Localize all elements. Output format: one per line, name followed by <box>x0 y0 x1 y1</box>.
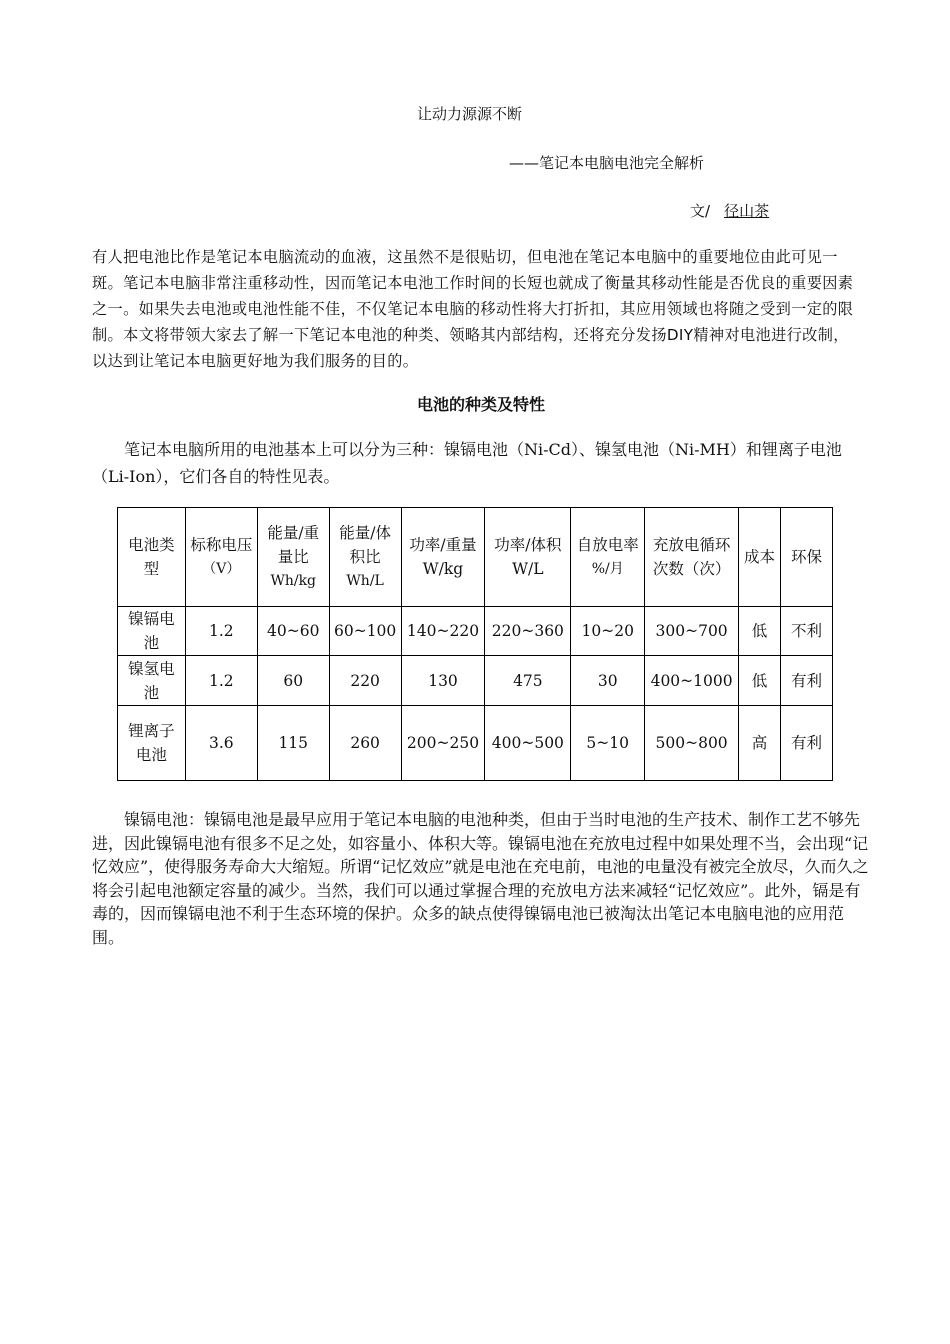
header-label: 充放电循环次数（次） <box>652 536 731 578</box>
table-cell: 1.2 <box>185 656 257 706</box>
table-cell: 200~250 <box>401 706 485 781</box>
header-label: 能量/体积比 <box>339 524 391 566</box>
table-header-row <box>118 508 833 607</box>
table-cell: 60~100 <box>329 607 401 656</box>
table-cell: 有利 <box>781 656 833 706</box>
intro-paragraph: 有人把电池比作是笔记本电脑流动的血液，这虽然不是很贴切，但电池在笔记本电脑中的重要地位由此可见一斑。笔记本电脑非常注重移动性，因而笔记本电池工作时间的长短也就成了衡量其移动性能是否优良的重要因素之一。如果失去电池或电池性能不佳，不仅笔记本电脑的移动性将大打折扣，其应用领域也将随之受到一定的限制。本文将带领大家去了解一下笔记本电池的种类、领略其内部结构，还将充分发扬DIY精神对电池进行改制，以达到让笔记本电脑更好地为我们服务的目的。 <box>92 248 854 370</box>
table-header-cell <box>485 508 571 607</box>
header-label: 自放电率 <box>576 536 639 554</box>
table-cell: 1.2 <box>185 607 257 656</box>
header-label: 能量/重量比 <box>267 524 320 566</box>
table-cell: 5~10 <box>571 706 645 781</box>
table-cell: 低 <box>739 656 781 706</box>
table-cell: 400~1000 <box>645 656 739 706</box>
table-header-cell <box>781 508 833 607</box>
byline-prefix: 文/ <box>690 202 711 220</box>
table-header-cell <box>329 508 401 607</box>
table-header-cell <box>118 508 186 607</box>
header-label: 成本 <box>744 548 776 566</box>
byline <box>690 200 769 221</box>
table-cell: 475 <box>485 656 571 706</box>
table-cell: 220 <box>329 656 401 706</box>
table-header-cell <box>185 508 257 607</box>
table-cell: 260 <box>329 706 401 781</box>
table-cell: 低 <box>739 607 781 656</box>
header-label: 环保 <box>790 548 822 566</box>
table-cell: 115 <box>257 706 329 781</box>
header-label: 功率/重量W/kg <box>409 536 477 578</box>
nicd-paragraph: 镍镉电池：镍镉电池是最早应用于笔记本电脑的电池种类，但由于当时电池的生产技术、制作工艺不够先进，因此镍镉电池有很多不足之处，如容量小、体积大等。镍镉电池在充放电过程中如果处理不当，会出现“记忆效应”，使得服务寿命大大缩短。所谓“记忆效应”就是电池在充电前，电池的电量没有被完全放尽，久而久之将会引起电池额定容量的减少。当然，我们可以通过掌握合理的充放电方法来减轻“记忆效应”。此外，镉是有毒的，因而镍镉电池不利于生态环境的保护。众多的缺点使得镍镉电池已被淘汰出笔记本电脑电池的应用范围。 <box>92 810 869 947</box>
table-row <box>118 656 833 706</box>
table-cell: 140~220 <box>401 607 485 656</box>
table-cell: 60 <box>257 656 329 706</box>
table-cell: 30 <box>571 656 645 706</box>
battery-type-cell: 镍镉电池 <box>118 607 186 656</box>
table-row <box>118 706 833 781</box>
table-header-cell <box>257 508 329 607</box>
section-heading: 电池的种类及特性 <box>417 395 546 414</box>
header-unit: Wh/L <box>346 573 384 589</box>
table-header-cell <box>401 508 485 607</box>
table-cell: 130 <box>401 656 485 706</box>
header-label: 功率/体积W/L <box>494 536 562 578</box>
document-subtitle: ——笔记本电脑电池完全解析 <box>509 154 705 172</box>
table-cell: 10~20 <box>571 607 645 656</box>
battery-type-cell: 锂离子电池 <box>118 706 186 781</box>
table-cell: 220~360 <box>485 607 571 656</box>
battery-type-cell: 镍氢电池 <box>118 656 186 706</box>
table-cell: 300~700 <box>645 607 739 656</box>
battery-spec-table <box>117 507 833 781</box>
table-header-cell <box>571 508 645 607</box>
table-cell: 400~500 <box>485 706 571 781</box>
table-intro-paragraph: 笔记本电脑所用的电池基本上可以分为三种：镍镉电池（Ni-Cd）、镍氢电池（Ni-MH）和锂离子电池（Li-Ion），它们各自的特性见表。 <box>92 440 842 486</box>
document-title: 让动力源源不断 <box>417 105 523 123</box>
author-name: 径山茶 <box>724 202 770 220</box>
header-unit: （V） <box>202 561 241 577</box>
table-cell: 高 <box>739 706 781 781</box>
table-cell: 不利 <box>781 607 833 656</box>
table-row <box>118 607 833 656</box>
header-label: 标称电压 <box>190 536 253 554</box>
table-cell: 500~800 <box>645 706 739 781</box>
table-header-cell <box>739 508 781 607</box>
header-label: 电池类型 <box>128 536 175 578</box>
table-cell: 3.6 <box>185 706 257 781</box>
header-unit: %/月 <box>591 561 624 577</box>
table-cell: 40~60 <box>257 607 329 656</box>
table-cell: 有利 <box>781 706 833 781</box>
header-unit: Wh/kg <box>270 573 317 589</box>
table-header-cell <box>645 508 739 607</box>
